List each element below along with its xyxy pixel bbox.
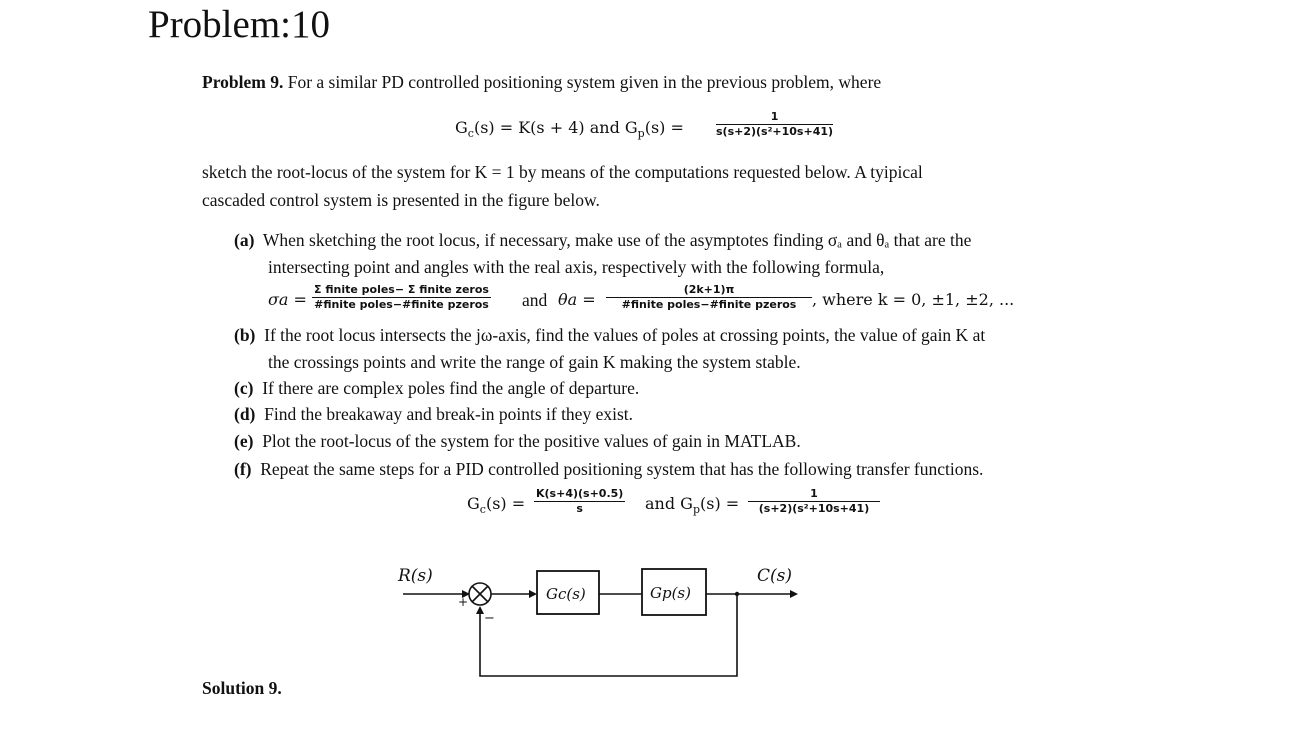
input-label: R(s) (398, 566, 433, 586)
theta-fraction: (2k+1)π #finite poles−#finite pzeros (606, 283, 812, 312)
gp-block-label: Gp(s) (650, 584, 691, 602)
problem-label: Problem 9. (202, 72, 284, 92)
item-e: (e) Plot the root-locus of the system for the positive values of gain in MATLAB. (234, 431, 801, 451)
plant-fraction: $\frac{1}{\text{s(s+2)(s²+10s+41)}}$ (716, 110, 834, 138)
feedback-arrowhead (476, 606, 484, 614)
equation-plant-pd: $G_c(s) = K(s + 4)$ and $G_p(s)$ = (455, 118, 684, 141)
pid-gp-fraction: $\frac{1}{\text{(s+2)(s²+10s+41)}}$ (748, 487, 880, 516)
gc-arrowhead (529, 590, 537, 598)
sketch-line-1: sketch the root-locus of the system for K = 1 by means of the computations requested below. A tyipical (202, 162, 923, 182)
item-c: (c) If there are complex poles find the angle of departure. (234, 378, 640, 398)
equation-pid-gc: $G_c(s)$ = (467, 494, 526, 517)
item-b-line2: the crossings points and write the range of gain K making the system stable. (268, 352, 801, 372)
output-label: C(s) (757, 566, 792, 586)
item-f: (f) Repeat the same steps for a PID controlled positioning system that has the following transfer functions. (234, 459, 984, 479)
summing-junction (469, 583, 491, 605)
plus-sign: + (458, 595, 469, 609)
theta-label: θa = (558, 290, 596, 309)
item-b: (b) If the root locus intersects the jω-axis, find the values of poles at crossing points, the value of gain K at (234, 325, 986, 345)
pid-gc-fraction: $\frac{K(s+4)(s+0.5)}{s}$ (536, 487, 624, 515)
item-d: (d) Find the breakaway and break-in points if they exist. (234, 404, 633, 424)
solution-label: Solution 9. (202, 678, 282, 698)
equation-pid-gp: and $G_p(s)$ = (645, 494, 740, 517)
problem-intro-text: For a similar PD controlled positioning system given in the previous problem, where (287, 72, 882, 92)
gc-block-label: Gc(s) (546, 585, 586, 603)
item-a-line2: intersecting point and angles with the real axis, respectively with the following formula, (268, 257, 885, 277)
sigma-fraction: Σ finite poles− Σ finite zeros #finite poles−#finite pzeros (314, 283, 489, 311)
page-title: Problem:10 (148, 3, 330, 46)
sigma-label: σa = (268, 290, 307, 309)
output-arrowhead (790, 590, 798, 598)
formula-where: , where k = 0, ±1, ±2, ... (812, 290, 1015, 309)
sketch-line-2: cascaded control system is presented in the figure below. (202, 190, 600, 210)
item-a: (a) When sketching the root locus, if necessary, make use of the asymptotes finding σₐ and θₐ that are the (234, 230, 972, 250)
minus-sign: − (484, 611, 495, 626)
formula-and: and (522, 290, 548, 310)
